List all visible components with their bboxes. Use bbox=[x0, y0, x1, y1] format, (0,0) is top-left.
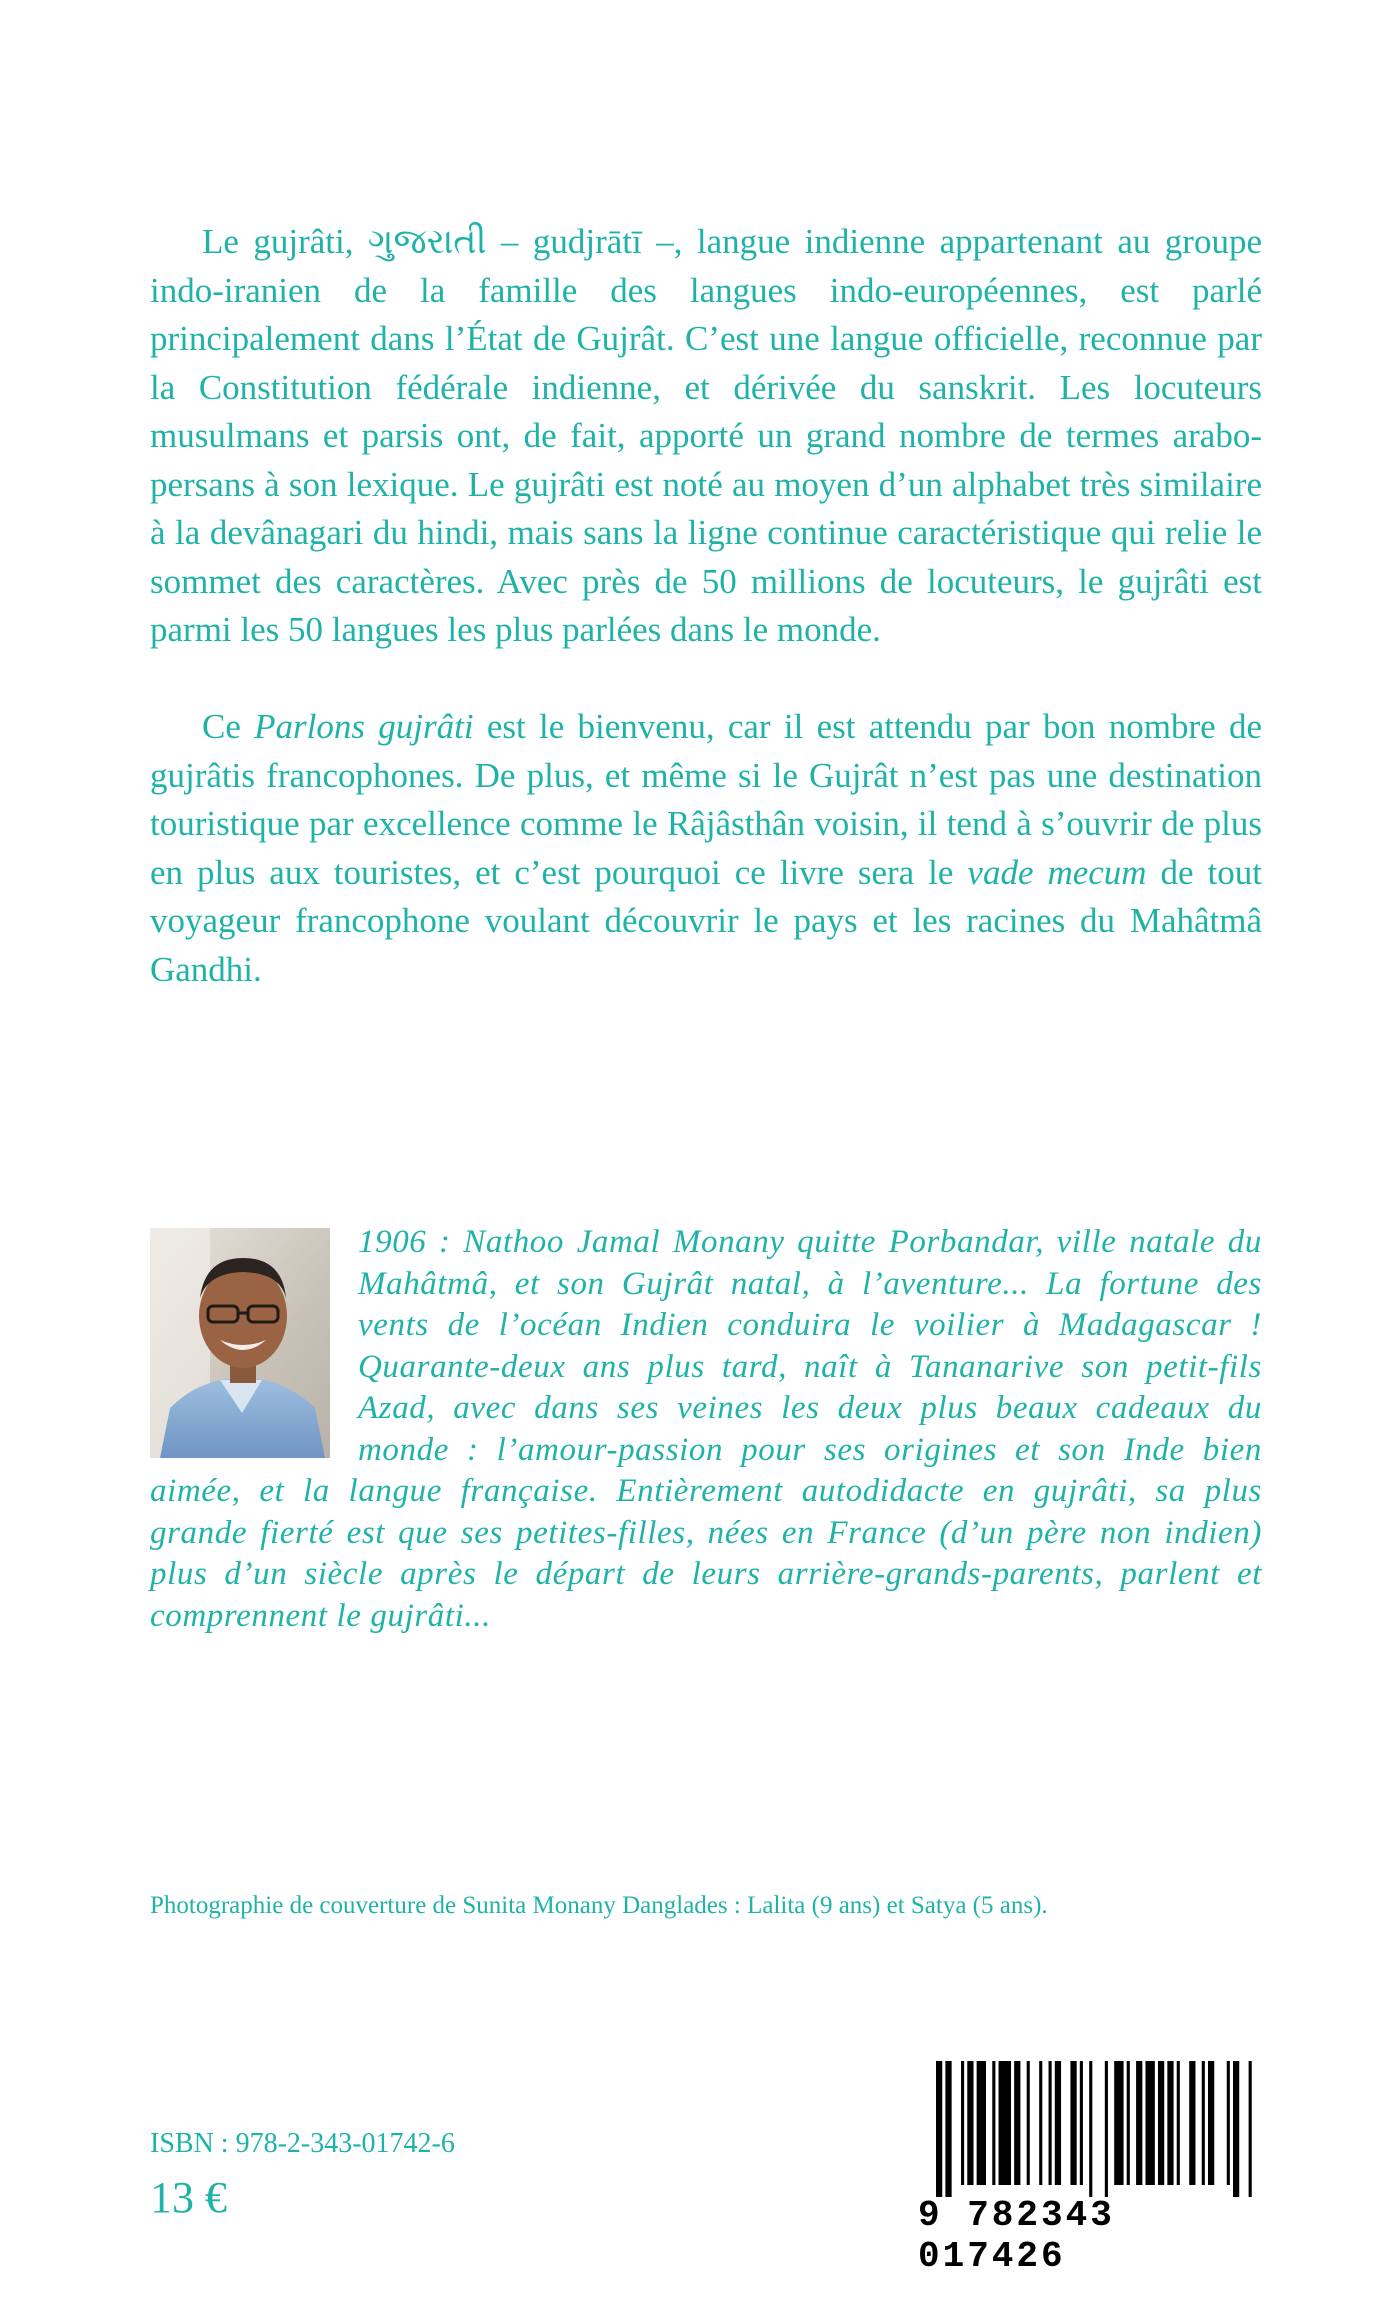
barcode-bar bbox=[992, 2061, 995, 2185]
barcode-bar bbox=[945, 2061, 951, 2197]
purpose-paragraph bbox=[150, 703, 1262, 994]
barcode-bar bbox=[1158, 2061, 1164, 2185]
barcode-bar bbox=[967, 2061, 973, 2185]
purpose-text-2: est le bienvenu, car il est attendu par bon nombre de gujrâtis francophones. De plus, et même si le Gujrât n’est pas une destination touristique par excellence comme le Râjâsthân voisin, il tend à s’ouvrir de plus en plus aux touristes, et c’est pourquoi ce livre sera le bbox=[150, 707, 1262, 892]
barcode-bar bbox=[977, 2061, 986, 2185]
barcode-bar bbox=[1027, 2061, 1030, 2185]
barcode bbox=[918, 2055, 1268, 2277]
barcode-bar bbox=[1039, 2061, 1042, 2185]
latin-phrase: vade mecum bbox=[967, 852, 1147, 892]
barcode-bar bbox=[1080, 2061, 1083, 2185]
barcode-number: 9 782343 017426 bbox=[918, 2195, 1115, 2277]
barcode-bar bbox=[1177, 2061, 1180, 2185]
photo-credit: Photographie de couverture de Sunita Monany Danglades : Lalita (9 ans) et Satya (5 ans). bbox=[150, 1892, 1048, 1919]
purpose-text-3: de tout voyageur francophone voulant découvrir le pays et les racines du Mahâtmâ Gandhi. bbox=[150, 852, 1262, 989]
barcode-bar bbox=[1189, 2061, 1195, 2185]
barcode-bar bbox=[936, 2061, 942, 2197]
barcode-bar bbox=[1208, 2061, 1214, 2185]
barcode-bar bbox=[1167, 2061, 1173, 2185]
barcode-bar bbox=[1070, 2061, 1076, 2185]
barcode-bar bbox=[961, 2061, 964, 2185]
barcode-bar bbox=[1014, 2061, 1020, 2185]
price: 13 € bbox=[150, 2173, 227, 2222]
barcode-bar bbox=[1202, 2061, 1205, 2185]
isbn: ISBN : 978-2-343-01742-6 bbox=[150, 2128, 455, 2159]
photo-float-spacer bbox=[150, 1222, 358, 1460]
barcode-bar bbox=[1114, 2061, 1123, 2185]
purpose-text-1: Ce bbox=[202, 707, 255, 746]
barcode-bar bbox=[1127, 2061, 1130, 2185]
barcode-bar bbox=[1227, 2061, 1230, 2185]
author-biography bbox=[150, 1222, 1262, 1637]
barcode-bars bbox=[936, 2061, 1258, 2197]
barcode-bar bbox=[1249, 2061, 1252, 2197]
barcode-bar bbox=[999, 2061, 1012, 2185]
intro-paragraph: Le gujrâti, ગુજરાતી – gudjrātī –, langue indienne appartenant au groupe indo-iranien de la famille des langues indo-européennes, est parlé principalement dans l’État de Gujrât. C’est une langue officielle, reconnue par la Constitution fédérale indienne, et dérivée du sanskrit. Les locuteurs musulmans et parsis ont, de fait, apporté un grand nombre de termes arabo-persans à son lexique. Le gujrâti est noté au moyen d’un alphabet très similaire à la devânagari du hindi, mais sans la ligne continue caractéristique qui relie le sommet des caractères. Avec près de 50 millions de locuteurs, le gujrâti est parmi les 50 langues les plus parlées dans le monde. bbox=[150, 222, 1262, 649]
barcode-bar bbox=[1089, 2061, 1092, 2197]
author-biography-text: 1906 : Nathoo Jamal Monany quitte Porbandar, ville natale du Mahâtmâ, et son Gujrât natal, à l’aventure... La fortune des vents de l’océan Indien conduira le voilier à Madagascar ! Quarante-deux ans plus tard, naît à Tananarive son petit-fils Azad, avec dans ses veines les deux plus beaux cadeaux du monde : l’amour-passion pour ses origines et son Inde bien aimée, et la langue française. Entièrement autodidacte en gujrâti, sa plus grande fierté est que ses petites-filles, nées en France (d’un père non indien) plus d’un siècle après le départ de leurs arrière-grands-parents, parlent et comprennent le gujrâti... bbox=[150, 1224, 1262, 1634]
barcode-bar bbox=[1233, 2061, 1239, 2197]
barcode-bar bbox=[1055, 2061, 1061, 2185]
barcode-bar bbox=[1136, 2061, 1142, 2185]
barcode-bar bbox=[1105, 2061, 1108, 2197]
book-title: Parlons gujrâti bbox=[254, 707, 474, 746]
barcode-bar bbox=[1145, 2061, 1154, 2185]
barcode-bar bbox=[1049, 2061, 1052, 2185]
